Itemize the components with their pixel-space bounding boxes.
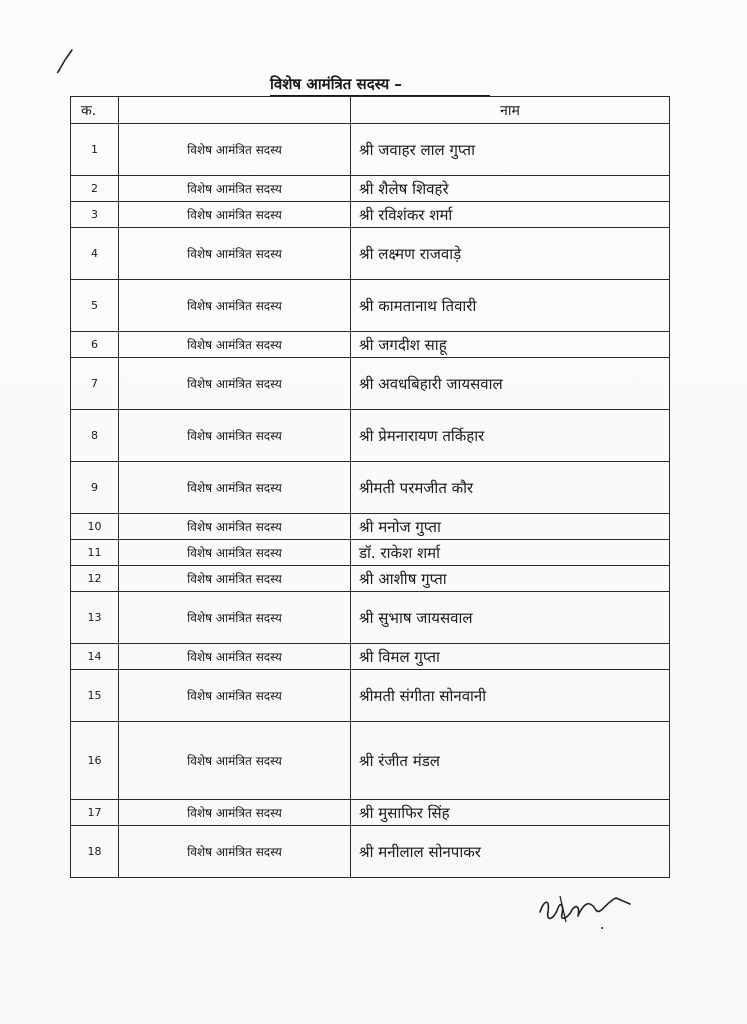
role-cell: विशेष आमंत्रित सदस्य xyxy=(119,592,351,644)
role-cell: विशेष आमंत्रित सदस्य xyxy=(119,332,351,358)
name-cell: श्री मुसाफिर सिंह xyxy=(351,800,670,826)
serial-cell: 16 xyxy=(71,722,119,800)
role-cell: विशेष आमंत्रित सदस्य xyxy=(119,670,351,722)
serial-cell: 17 xyxy=(71,800,119,826)
name-cell: श्री जवाहर लाल गुप्ता xyxy=(351,124,670,176)
role-cell: विशेष आमंत्रित सदस्य xyxy=(119,800,351,826)
handwritten-signature-icon xyxy=(530,882,640,932)
serial-cell: 14 xyxy=(71,644,119,670)
role-cell: विशेष आमंत्रित सदस्य xyxy=(119,826,351,878)
members-table xyxy=(70,96,670,878)
table-row xyxy=(71,462,670,514)
name-cell: श्री अवधबिहारी जायसवाल xyxy=(351,358,670,410)
table-row xyxy=(71,722,670,800)
table-row xyxy=(71,826,670,878)
table-header-row xyxy=(71,97,670,124)
table-row xyxy=(71,644,670,670)
header-name: नाम xyxy=(351,97,670,124)
role-cell: विशेष आमंत्रित सदस्य xyxy=(119,540,351,566)
serial-cell: 4 xyxy=(71,228,119,280)
serial-cell: 13 xyxy=(71,592,119,644)
name-cell: श्री मनीलाल सोनपाकर xyxy=(351,826,670,878)
serial-cell: 7 xyxy=(71,358,119,410)
name-cell: श्री रंजीत मंडल xyxy=(351,722,670,800)
serial-cell: 8 xyxy=(71,410,119,462)
serial-cell: 12 xyxy=(71,566,119,592)
name-cell: श्री रविशंकर शर्मा xyxy=(351,202,670,228)
table-row xyxy=(71,410,670,462)
name-cell: डॉ. राकेश शर्मा xyxy=(351,540,670,566)
table-row xyxy=(71,670,670,722)
role-cell: विशेष आमंत्रित सदस्य xyxy=(119,202,351,228)
table-row xyxy=(71,566,670,592)
role-cell: विशेष आमंत्रित सदस्य xyxy=(119,566,351,592)
table-row xyxy=(71,592,670,644)
name-cell: श्री शैलेष शिवहरे xyxy=(351,176,670,202)
table-row xyxy=(71,124,670,176)
serial-cell: 6 xyxy=(71,332,119,358)
role-cell: विशेष आमंत्रित सदस्य xyxy=(119,722,351,800)
name-cell: श्री आशीष गुप्ता xyxy=(351,566,670,592)
table-row xyxy=(71,280,670,332)
serial-cell: 1 xyxy=(71,124,119,176)
serial-cell: 2 xyxy=(71,176,119,202)
header-serial: क. xyxy=(71,97,119,124)
table-row xyxy=(71,228,670,280)
name-cell: श्रीमती परमजीत कौर xyxy=(351,462,670,514)
serial-cell: 5 xyxy=(71,280,119,332)
name-cell: श्रीमती संगीता सोनवानी xyxy=(351,670,670,722)
serial-cell: 11 xyxy=(71,540,119,566)
header-role xyxy=(119,97,351,124)
table-row xyxy=(71,202,670,228)
document-title: विशेष आमंत्रित सदस्य – xyxy=(270,74,490,96)
role-cell: विशेष आमंत्रित सदस्य xyxy=(119,176,351,202)
name-cell: श्री कामतानाथ तिवारी xyxy=(351,280,670,332)
serial-cell: 18 xyxy=(71,826,119,878)
name-cell: श्री लक्ष्मण राजवाड़े xyxy=(351,228,670,280)
table-row xyxy=(71,358,670,410)
table-row xyxy=(71,800,670,826)
role-cell: विशेष आमंत्रित सदस्य xyxy=(119,462,351,514)
role-cell: विशेष आमंत्रित सदस्य xyxy=(119,280,351,332)
name-cell: श्री मनोज गुप्ता xyxy=(351,514,670,540)
role-cell: विशेष आमंत्रित सदस्य xyxy=(119,410,351,462)
serial-cell: 3 xyxy=(71,202,119,228)
role-cell: विशेष आमंत्रित सदस्य xyxy=(119,644,351,670)
role-cell: विशेष आमंत्रित सदस्य xyxy=(119,358,351,410)
name-cell: श्री सुभाष जायसवाल xyxy=(351,592,670,644)
name-cell: श्री विमल गुप्ता xyxy=(351,644,670,670)
serial-cell: 10 xyxy=(71,514,119,540)
role-cell: विशेष आमंत्रित सदस्य xyxy=(119,514,351,540)
table-row xyxy=(71,332,670,358)
table-row xyxy=(71,540,670,566)
table-row xyxy=(71,514,670,540)
name-cell: श्री प्रेमनारायण तर्किहार xyxy=(351,410,670,462)
table-row xyxy=(71,176,670,202)
role-cell: विशेष आमंत्रित सदस्य xyxy=(119,124,351,176)
pen-tick-mark-icon xyxy=(56,48,74,74)
serial-cell: 9 xyxy=(71,462,119,514)
name-cell: श्री जगदीश साहू xyxy=(351,332,670,358)
serial-cell: 15 xyxy=(71,670,119,722)
role-cell: विशेष आमंत्रित सदस्य xyxy=(119,228,351,280)
